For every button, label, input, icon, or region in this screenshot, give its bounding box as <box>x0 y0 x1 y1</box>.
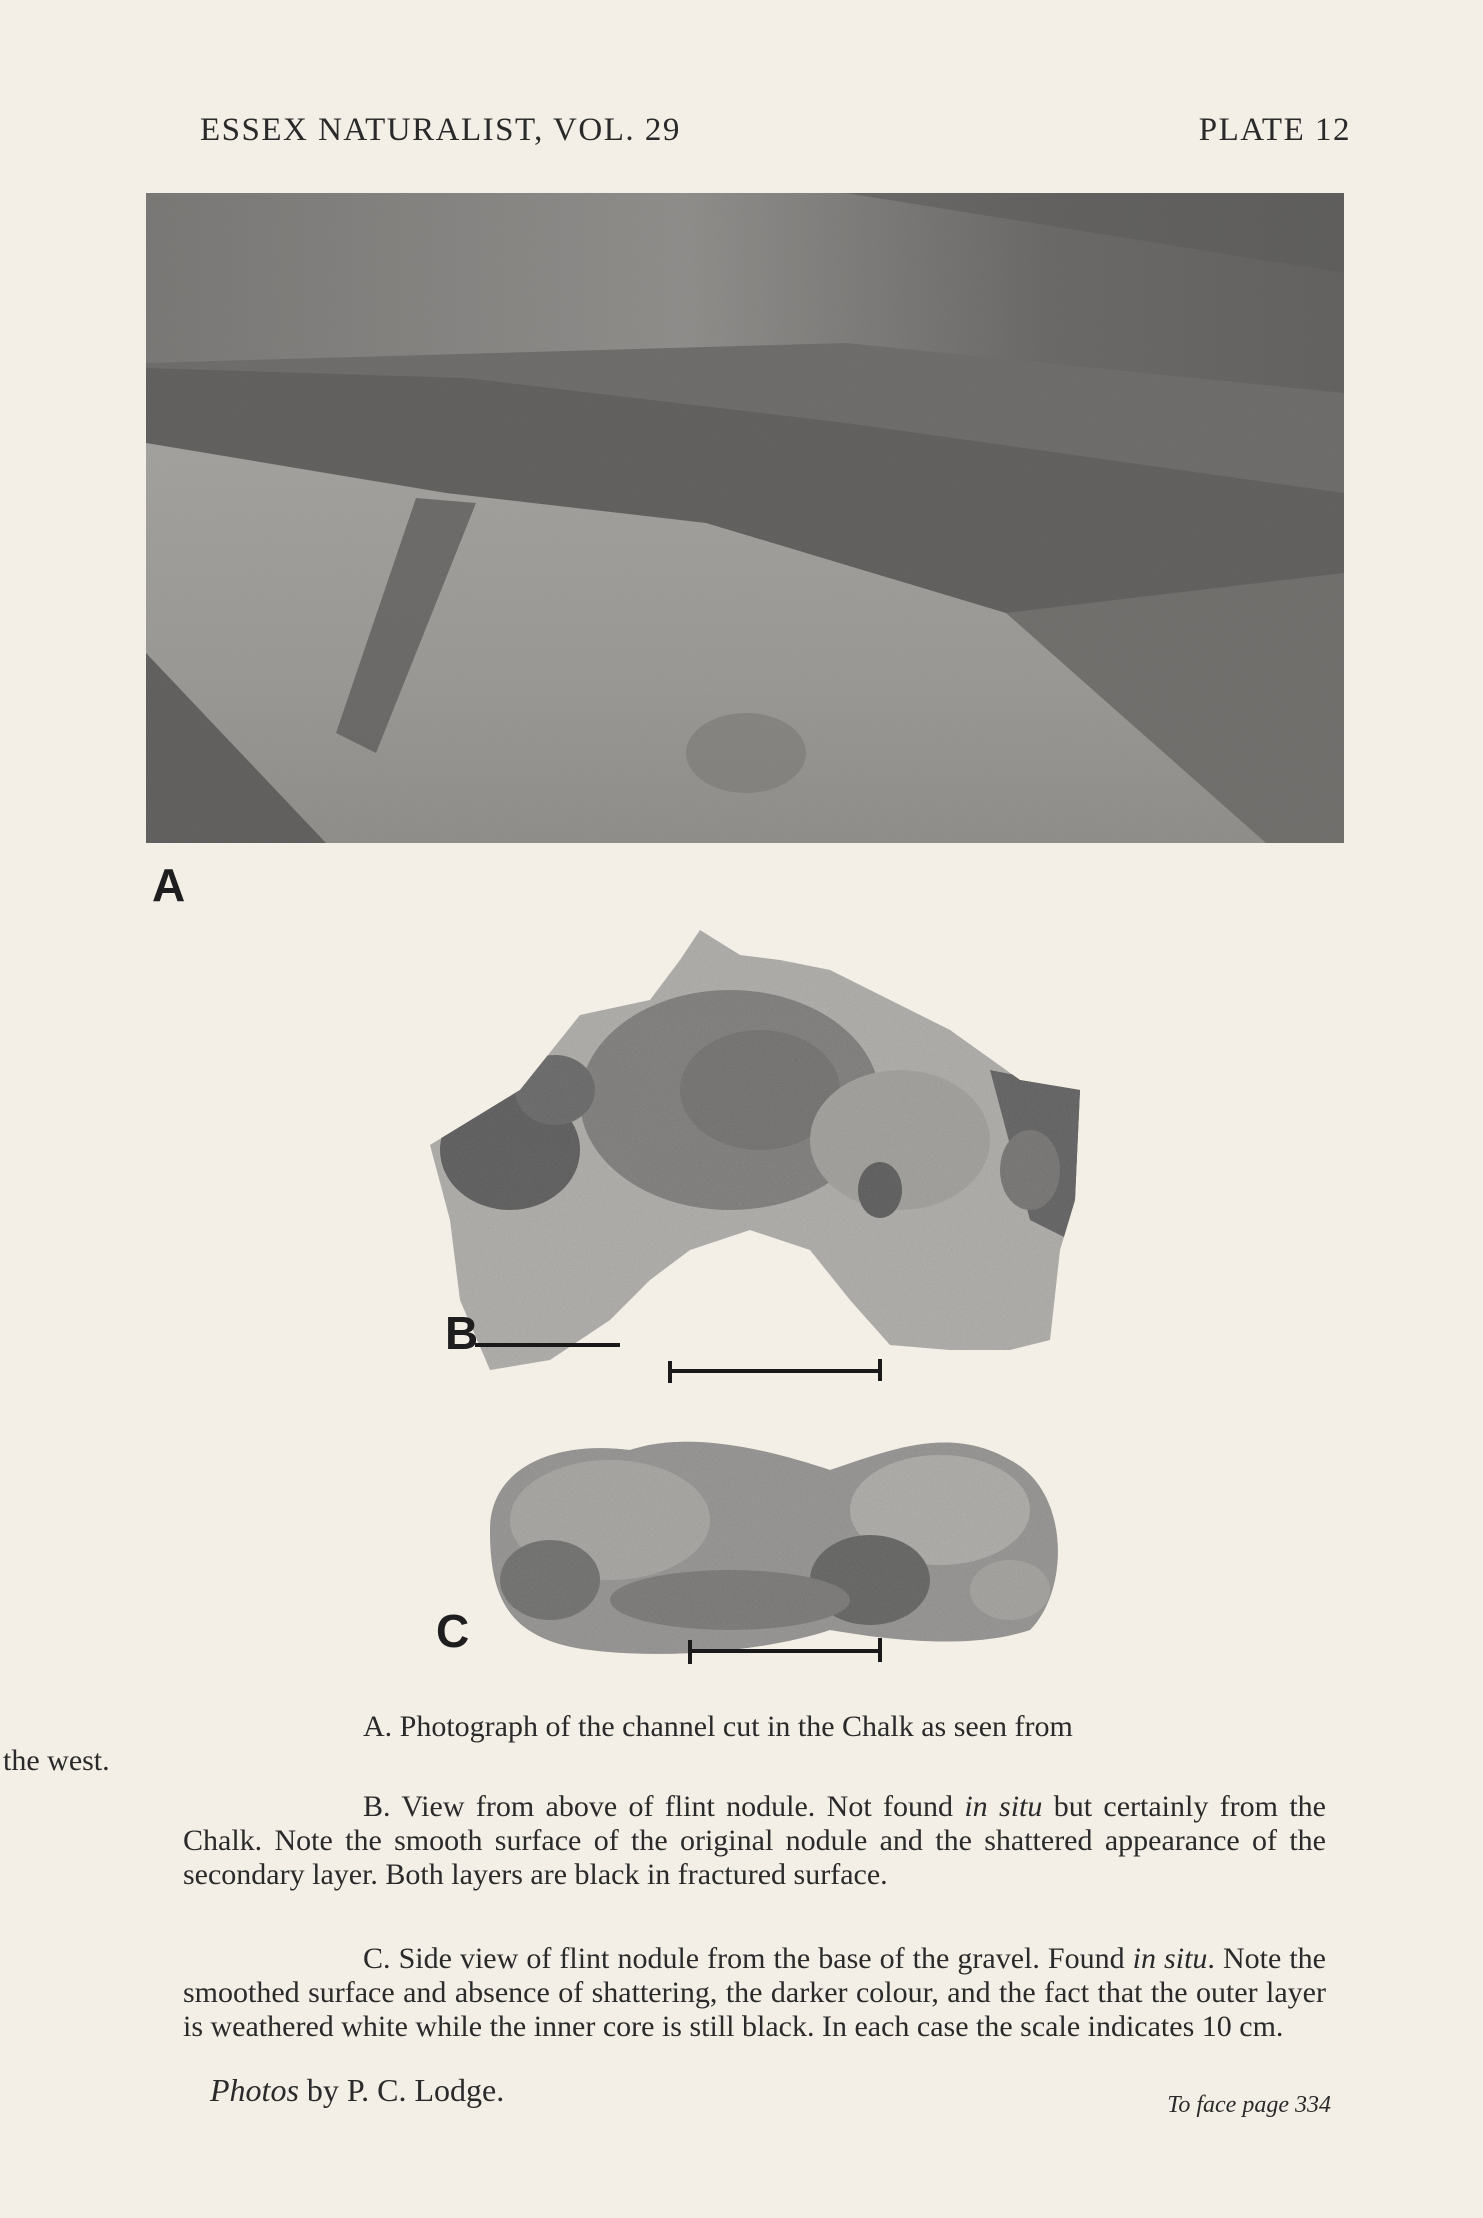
caption-c <box>183 1942 1326 2044</box>
caption-b-text-1: B. View from above of flint nodule. Not found <box>363 1790 965 1823</box>
scale-bar-b <box>660 1356 890 1386</box>
caption-c-text-2: . Note the smoothed surface and absence of shattering, the darker colour, and the fact that the outer layer is weathered white while the inner core is still black. In each case the scale indicates 10 cm. <box>183 1942 1326 2043</box>
figure-c-label: C <box>436 1605 470 1657</box>
journal-title: ESSEX NATURALIST, VOL. 29 <box>200 112 681 148</box>
photo-credit-italic: Photos <box>210 2072 299 2108</box>
caption-b-text-2: but certainly from the Chalk. Note the smooth surface of the original nodule and the shattered appearance of the secondary layer. Both layers are black in fractured surface. <box>183 1790 1327 1891</box>
photo-credit <box>210 2072 504 2109</box>
caption-b-italic: in situ <box>964 1790 1043 1823</box>
caption-c-italic: in situ <box>1132 1942 1208 1975</box>
caption-a <box>3 1710 1326 1778</box>
caption-c-text-1: C. Side view of flint nodule from the base of the gravel. Found <box>363 1942 1133 1975</box>
channel-photograph <box>146 193 1344 843</box>
figure-a-label: A <box>152 859 186 911</box>
page-reference: To face page 334 <box>1167 2092 1331 2118</box>
plate-number: PLATE 12 <box>1198 112 1351 148</box>
photo-credit-name: by P. C. Lodge. <box>298 2072 505 2108</box>
caption-b <box>183 1790 1326 1892</box>
scale-bar-c <box>680 1636 890 1666</box>
caption-a-lead: A. Photograph of the channel cut in the Chalk as seen from <box>363 1710 1073 1743</box>
caption-a-tail: the west. <box>3 1744 110 1777</box>
page-header <box>200 112 1351 156</box>
figure-b-label: B <box>445 1307 479 1359</box>
flint-nodule-side-view <box>470 1430 1070 1660</box>
flint-nodule-top-view <box>430 920 1090 1380</box>
